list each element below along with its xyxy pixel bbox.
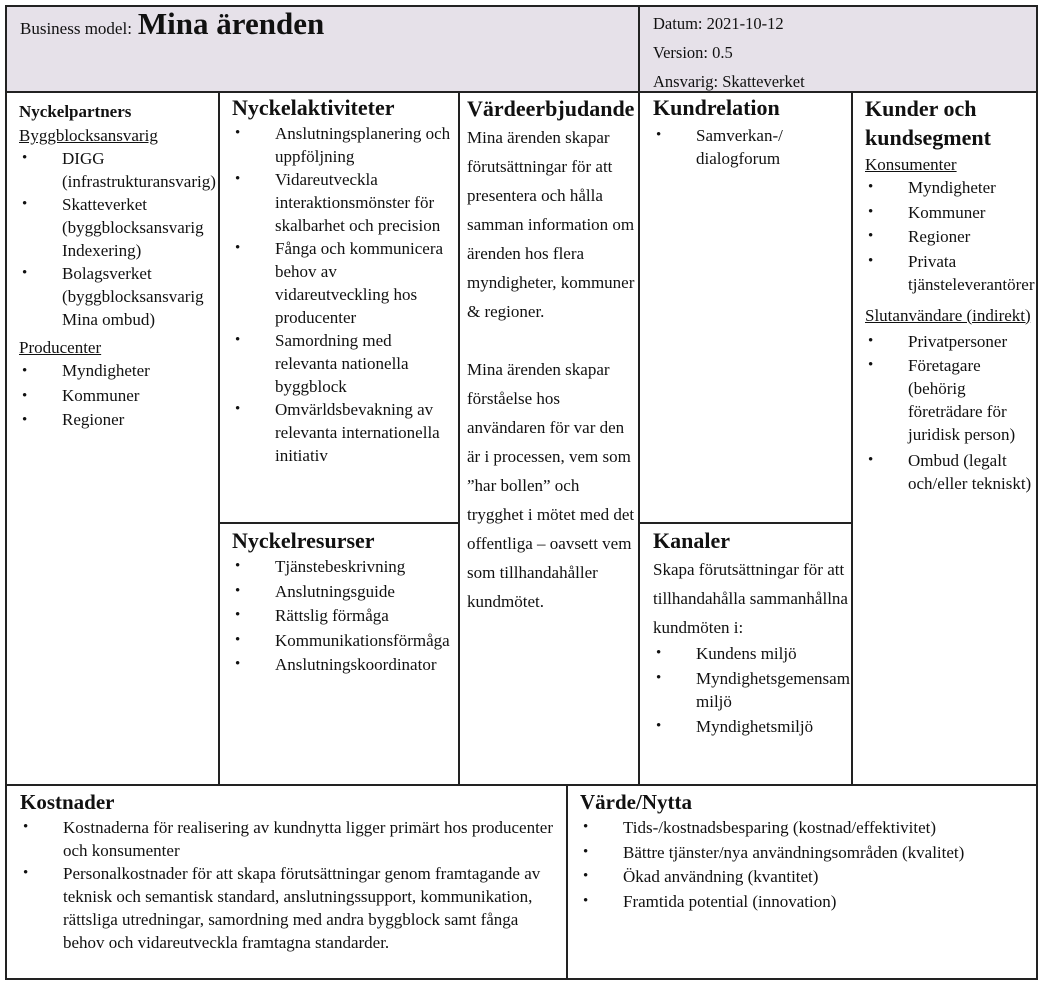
kanaler-intro: Skapa förutsättningar för att tillhandahålla sammanhållna kundmöten i: xyxy=(653,560,848,637)
list-item: • Regioner xyxy=(19,408,214,433)
byggblocksansvarig-list xyxy=(19,147,214,331)
list-item: • Framtida potential (innovation) xyxy=(580,890,1032,913)
nyckelresurser-title: Nyckelresurser xyxy=(232,528,375,553)
kostnader-list xyxy=(20,816,560,954)
datum: Datum: 2021-10-12 xyxy=(653,14,784,33)
kostnader-title: Kostnader xyxy=(20,790,115,814)
list-item: • Kundens miljö xyxy=(653,642,848,665)
bottom-divider xyxy=(5,784,1038,786)
kunder-title: Kunder och kundsegment xyxy=(865,96,991,150)
producenter-heading: Producenter xyxy=(19,338,102,357)
list-item: • Företagare (behörig företrädare för juridisk person) xyxy=(865,354,1033,446)
header-title xyxy=(20,6,630,46)
kostnader-block xyxy=(20,788,560,954)
producenter-list xyxy=(19,359,214,433)
list-item: • Samverkan-/ dialogforum xyxy=(653,124,848,170)
nyckelaktiviteter-title: Nyckelaktiviteter xyxy=(232,95,395,120)
border-left xyxy=(5,5,7,980)
nytta-title: Värde/Nytta xyxy=(580,790,692,814)
list-item: • Kommuner xyxy=(865,201,1033,224)
list-item: • Kommunikationsförmåga xyxy=(232,629,454,652)
page-title: Mina ärenden xyxy=(137,6,325,41)
list-item: • Fånga och kommunicera behov av vidareutveckling hos producenter xyxy=(232,237,454,329)
vardeerbjudande-block xyxy=(467,94,635,616)
kanaler-block xyxy=(653,527,848,738)
header-split xyxy=(638,5,640,93)
nytta-list xyxy=(580,816,1032,913)
nyckelresurser-block xyxy=(232,527,454,676)
list-item: • Myndigheter xyxy=(865,176,1033,199)
list-item: • Kommuner xyxy=(19,384,214,409)
border-bottom xyxy=(5,978,1038,980)
list-item: • Bolagsverket (byggblocksansvarig Mina ombud) xyxy=(19,262,214,331)
byggblocksansvarig-heading: Byggblocksansvarig xyxy=(19,126,158,145)
list-item: • Vidareutveckla interaktionsmönster för skalbarhet och precision xyxy=(232,168,454,237)
list-item: • Tjänstebeskrivning xyxy=(232,555,454,578)
nyckelresurser-list xyxy=(232,555,454,676)
kundrelation-title: Kundrelation xyxy=(653,95,780,120)
kundrelation-block xyxy=(653,94,848,170)
version: Version: 0.5 xyxy=(653,43,733,62)
list-item: • Omvärldsbevakning av relevanta internationella initiativ xyxy=(232,398,454,467)
konsumenter-heading: Konsumenter xyxy=(865,155,957,174)
kundrelation-list xyxy=(653,124,848,170)
nyckelpartners-title: Nyckelpartners xyxy=(19,102,132,121)
vardeerbjudande-paragraph-2: Mina ärenden skapar förståelse hos användaren för var den är i processen, vem som ”har bollen” och trygghet i mötet med det offentliga – oavsett vem som tillhandahåller kundmötet. xyxy=(467,360,635,611)
ansvarig: Ansvarig: Skatteverket xyxy=(653,72,805,91)
kunder-block xyxy=(865,94,1033,495)
nytta-block xyxy=(580,788,1032,913)
list-item: • DIGG (infrastrukturansvarig) xyxy=(19,147,214,193)
nyckelaktiviteter-block xyxy=(232,94,454,467)
kanaler-list xyxy=(653,642,848,738)
list-item: • Ökad användning (kvantitet) xyxy=(580,865,1032,888)
list-item: • Rättslig förmåga xyxy=(232,604,454,627)
list-item: • Tids-/kostnadsbesparing (kostnad/effektivitet) xyxy=(580,816,1032,839)
col-divider-3 xyxy=(638,91,640,786)
col-divider-4 xyxy=(851,91,853,786)
list-item: • Ombud (legalt och/eller tekniskt) xyxy=(865,449,1033,495)
list-item: • Privatpersoner xyxy=(865,330,1033,353)
list-item: • Privata tjänsteleverantörer xyxy=(865,250,1033,296)
nyckelaktiviteter-list xyxy=(232,122,454,467)
slutanvandare-list xyxy=(865,330,1033,496)
nyckelpartners-block xyxy=(19,99,214,433)
row-divider-kundrelation xyxy=(638,522,853,524)
header-meta xyxy=(653,9,1033,96)
list-item: • Anslutningsplanering och uppföljning xyxy=(232,122,454,168)
list-item: • Skatteverket (byggblocksansvarig Indexering) xyxy=(19,193,214,262)
list-item: • Samordning med relevanta nationella byggblock xyxy=(232,329,454,398)
list-item: • Personalkostnader för att skapa förutsättningar genom framtagande av teknisk och semantisk standard, anslutningssupport, kommunikation, rättsliga utredningar, samordning med andra byggblock samt fånga behov och vidareutveckla framtagna standarder. xyxy=(20,862,560,954)
slutanvandare-heading: Slutanvändare (indirekt) xyxy=(865,305,1031,325)
list-item: • Myndighetsgemensam miljö xyxy=(653,667,848,713)
vardeerbjudande-paragraph-1: Mina ärenden skapar förutsättningar för att presentera och hålla samman information om ärenden hos flera myndigheter, kommuner & regioner. xyxy=(467,128,635,321)
list-item: • Bättre tjänster/nya användningsområden (kvalitet) xyxy=(580,841,1032,864)
list-item: • Anslutningsguide xyxy=(232,580,454,603)
vardeerbjudande-title: Värdeerbjudande xyxy=(467,96,635,121)
list-item: • Regioner xyxy=(865,225,1033,248)
list-item: • Anslutningskoordinator xyxy=(232,653,454,676)
list-item: • Kostnaderna för realisering av kundnytta ligger primärt hos producenter och konsumenter xyxy=(20,816,560,862)
list-item: • Myndigheter xyxy=(19,359,214,384)
kanaler-title: Kanaler xyxy=(653,528,730,553)
business-model-label: Business model: xyxy=(20,19,132,38)
col-divider-2 xyxy=(458,91,460,786)
bottom-split xyxy=(566,784,568,980)
konsumenter-list xyxy=(865,176,1033,296)
list-item: • Myndighetsmiljö xyxy=(653,715,848,738)
row-divider-aktiviteter xyxy=(218,522,460,524)
border-right xyxy=(1036,5,1038,980)
col-divider-1 xyxy=(218,91,220,786)
